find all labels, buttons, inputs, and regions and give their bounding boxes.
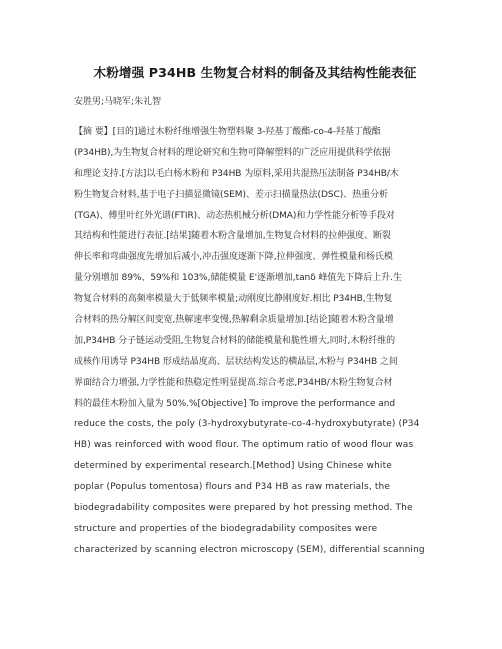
abstract-line: HB) was reinforced with wood flour. The optimum ratio of wood flour was [74, 440, 414, 451]
abstract-line: determined by experimental research.[Method] Using Chinese white [74, 461, 392, 472]
abstract-line: 物复合材料的高频率模量大于低频率模量;动刚度比静刚度好.相比 P34HB,生物复 [74, 294, 393, 305]
abstract-line: structure and properties of the biodegradability composites were [74, 523, 378, 534]
abstract-line: reduce the costs, the poly (3-hydroxybutyrate-co-4-hydroxybutyrate) (P34 [74, 419, 420, 430]
abstract-line: biodegradability composites were prepared by hot pressing method. The [74, 503, 413, 514]
abstract-line: characterized by scanning electron microscopy (SEM), differential scanning [74, 544, 425, 555]
paper-title: 木粉增强 P34HB 生物复合材料的制备及其结构性能表征 [93, 65, 417, 80]
paper-authors: 安胜男;马晓军;朱礼智 [74, 97, 162, 107]
abstract-line: 【摘 要】[目的]通过木粉纤维增强生物塑料聚 3-羟基丁酸酯-co-4-羟基丁酸酯 [74, 127, 381, 137]
abstract-line: 加,P34HB 分子链运动受阻,生物复合材料的储能模量和脆性增大,同时,木粉纤维的 [74, 335, 396, 346]
abstract-line: 伸长率和弯曲强度先增加后减小,冲击强度逐渐下降,拉伸强度、弹性模量和杨氏模 [74, 252, 393, 263]
abstract-line: 粉生物复合材料,基于电子扫描显微镜(SEM)、差示扫描量热法(DSC)、热重分析 [74, 189, 388, 200]
abstract-line: 成核作用诱导 P34HB 形成结晶度高、层状结构发达的横晶层,木粉与 P34HB 之间 [74, 356, 398, 367]
abstract-line: 和理论支持.[方法]以毛白杨木粉和 P34HB 为原料,采用共混热压法制备 P34HB/木 [74, 168, 399, 179]
abstract-line: 界面结合力增强,力学性能和热稳定性明显提高.综合考虑,P34HB/木粉生物复合材 [74, 377, 393, 388]
abstract-body [74, 122, 436, 561]
abstract-line: (P34HB),为生物复合材料的理论研究和生物可降解塑料的广泛应用提供科学依据 [74, 147, 391, 158]
abstract-line: (TGA)、傅里叶红外光谱(FTIR)、动态热机械分析(DMA)和力学性能分析等手段对 [74, 210, 395, 221]
abstract-line: 合材料的热分解区间变宽,热解速率变慢,热解剩余质量增加.[结论]随着木粉含量增 [74, 315, 394, 326]
abstract-line: 其结构和性能进行表征.[结果]随着木粉含量增加,生物复合材料的拉伸强度、断裂 [74, 231, 391, 242]
abstract-line: poplar (Populus tomentosa) flours and P34 HB as raw materials, the [74, 482, 391, 493]
abstract-line: 料的最佳木粉加入量为 50%.%[Objective] To improve the performance and [74, 398, 396, 409]
abstract-line: 量分别增加 89%、59%和 103%,储能模量 E'逐渐增加,tanδ 峰值先下降后上升.生 [74, 273, 402, 284]
